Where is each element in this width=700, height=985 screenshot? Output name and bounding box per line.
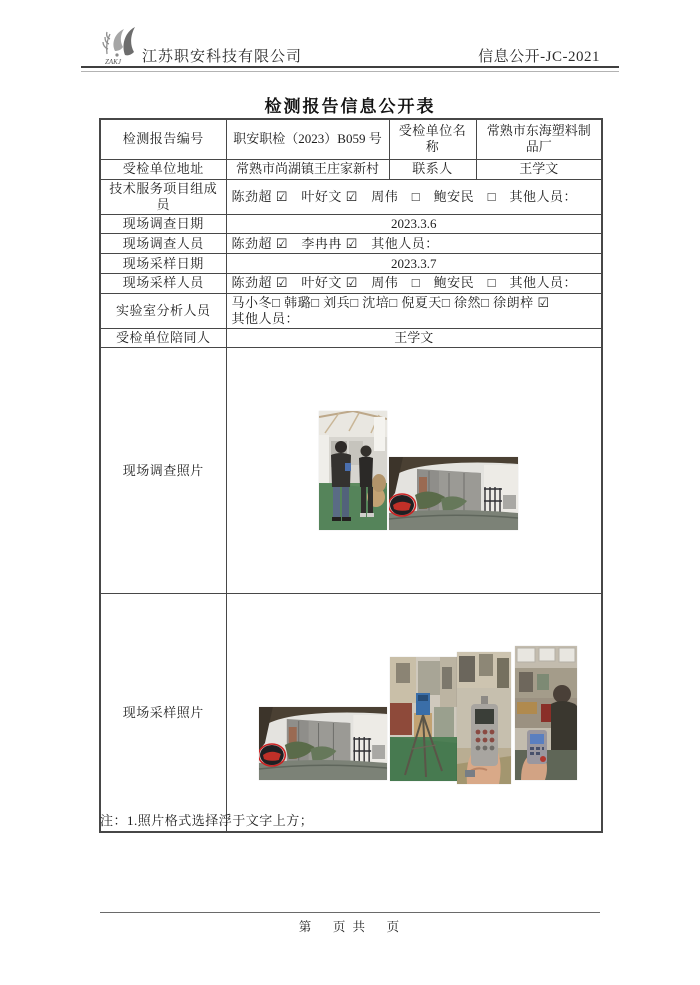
footer-rule (100, 912, 600, 913)
photo-tripod-sampler (390, 657, 457, 781)
survey-photos-cell (226, 348, 602, 594)
table-row (100, 594, 602, 833)
photo-factory-gate-2 (259, 707, 387, 780)
table-row (100, 234, 602, 254)
company-name: 江苏职安科技有限公司 (142, 49, 303, 65)
table-row (100, 254, 602, 274)
tech-team-checkboxes: 陈劲超 ☑ 叶好文 ☑ 周伟 □ 鲍安民 □ 其他人员： (226, 179, 602, 215)
doc-code: 信息公开-JC-2021 (478, 49, 600, 65)
escort-label: 受检单位陪同人 (100, 329, 226, 348)
table-row (100, 329, 602, 348)
sample-photos-area (232, 595, 597, 830)
survey-staff-label: 现场调查人员 (100, 234, 226, 254)
sample-date-label: 现场采样日期 (100, 254, 226, 274)
sample-date-value: 2023.3.7 (226, 254, 602, 274)
lab-staff-line2: 其他人员： (231, 310, 300, 326)
table-row (100, 215, 602, 234)
survey-date-label: 现场调查日期 (100, 215, 226, 234)
photo-workshop-interview (319, 411, 387, 530)
lab-staff-checkboxes (226, 293, 602, 329)
company-logo-icon (96, 24, 142, 66)
contact-value: 王学文 (476, 159, 602, 179)
table-row (100, 159, 602, 179)
photo-sampler-reading (515, 646, 577, 780)
table-row (100, 274, 602, 293)
survey-photos-area (232, 349, 597, 592)
lab-staff-label: 实验室分析人员 (100, 293, 226, 329)
header-rule-thin (81, 71, 619, 72)
header-rule-thick (81, 66, 619, 68)
sample-staff-label: 现场采样人员 (100, 274, 226, 293)
sample-photos-cell (226, 594, 602, 833)
page-title: 检测报告信息公开表 (264, 97, 436, 116)
unit-name-label: 受检单位名称 (389, 119, 476, 159)
report-info-table (99, 118, 603, 833)
table-row (100, 119, 602, 159)
photo-handheld-sampler (457, 652, 511, 784)
logo-text: ZAKJ (105, 58, 121, 66)
table-row (100, 179, 602, 215)
footnote: 注：1.照片格式选择浮于文字上方； (100, 813, 314, 828)
photo-factory-gate (389, 457, 518, 530)
unit-addr-value: 常熟市尚湖镇王庄家新村 (226, 159, 389, 179)
sample-staff-checkboxes: 陈劲超 ☑ 叶好文 ☑ 周伟 □ 鲍安民 □ 其他人员： (226, 274, 602, 293)
escort-value: 王学文 (226, 329, 602, 348)
table-row (100, 348, 602, 594)
unit-name-value: 常熟市东海塑料制品厂 (476, 119, 602, 159)
table-row (100, 293, 602, 329)
contact-label: 联系人 (389, 159, 476, 179)
sample-photos-label: 现场采样照片 (100, 594, 226, 833)
report-no-value: 职安职检（2023）B059 号 (226, 119, 389, 159)
survey-staff-checkboxes: 陈劲超 ☑ 李冉冉 ☑ 其他人员： (226, 234, 602, 254)
survey-photos-label: 现场调查照片 (100, 348, 226, 594)
unit-addr-label: 受检单位地址 (100, 159, 226, 179)
survey-date-value: 2023.3.6 (226, 215, 602, 234)
tech-team-label: 技术服务项目组成员 (100, 179, 226, 215)
lab-staff-line1: 马小冬□ 韩璐□ 刘兵□ 沈培□ 倪夏天□ 徐然□ 徐朗梓 ☑ (231, 294, 550, 310)
report-no-label: 检测报告编号 (100, 119, 226, 159)
footer-page-number: 第 页 共 页 (298, 920, 402, 934)
